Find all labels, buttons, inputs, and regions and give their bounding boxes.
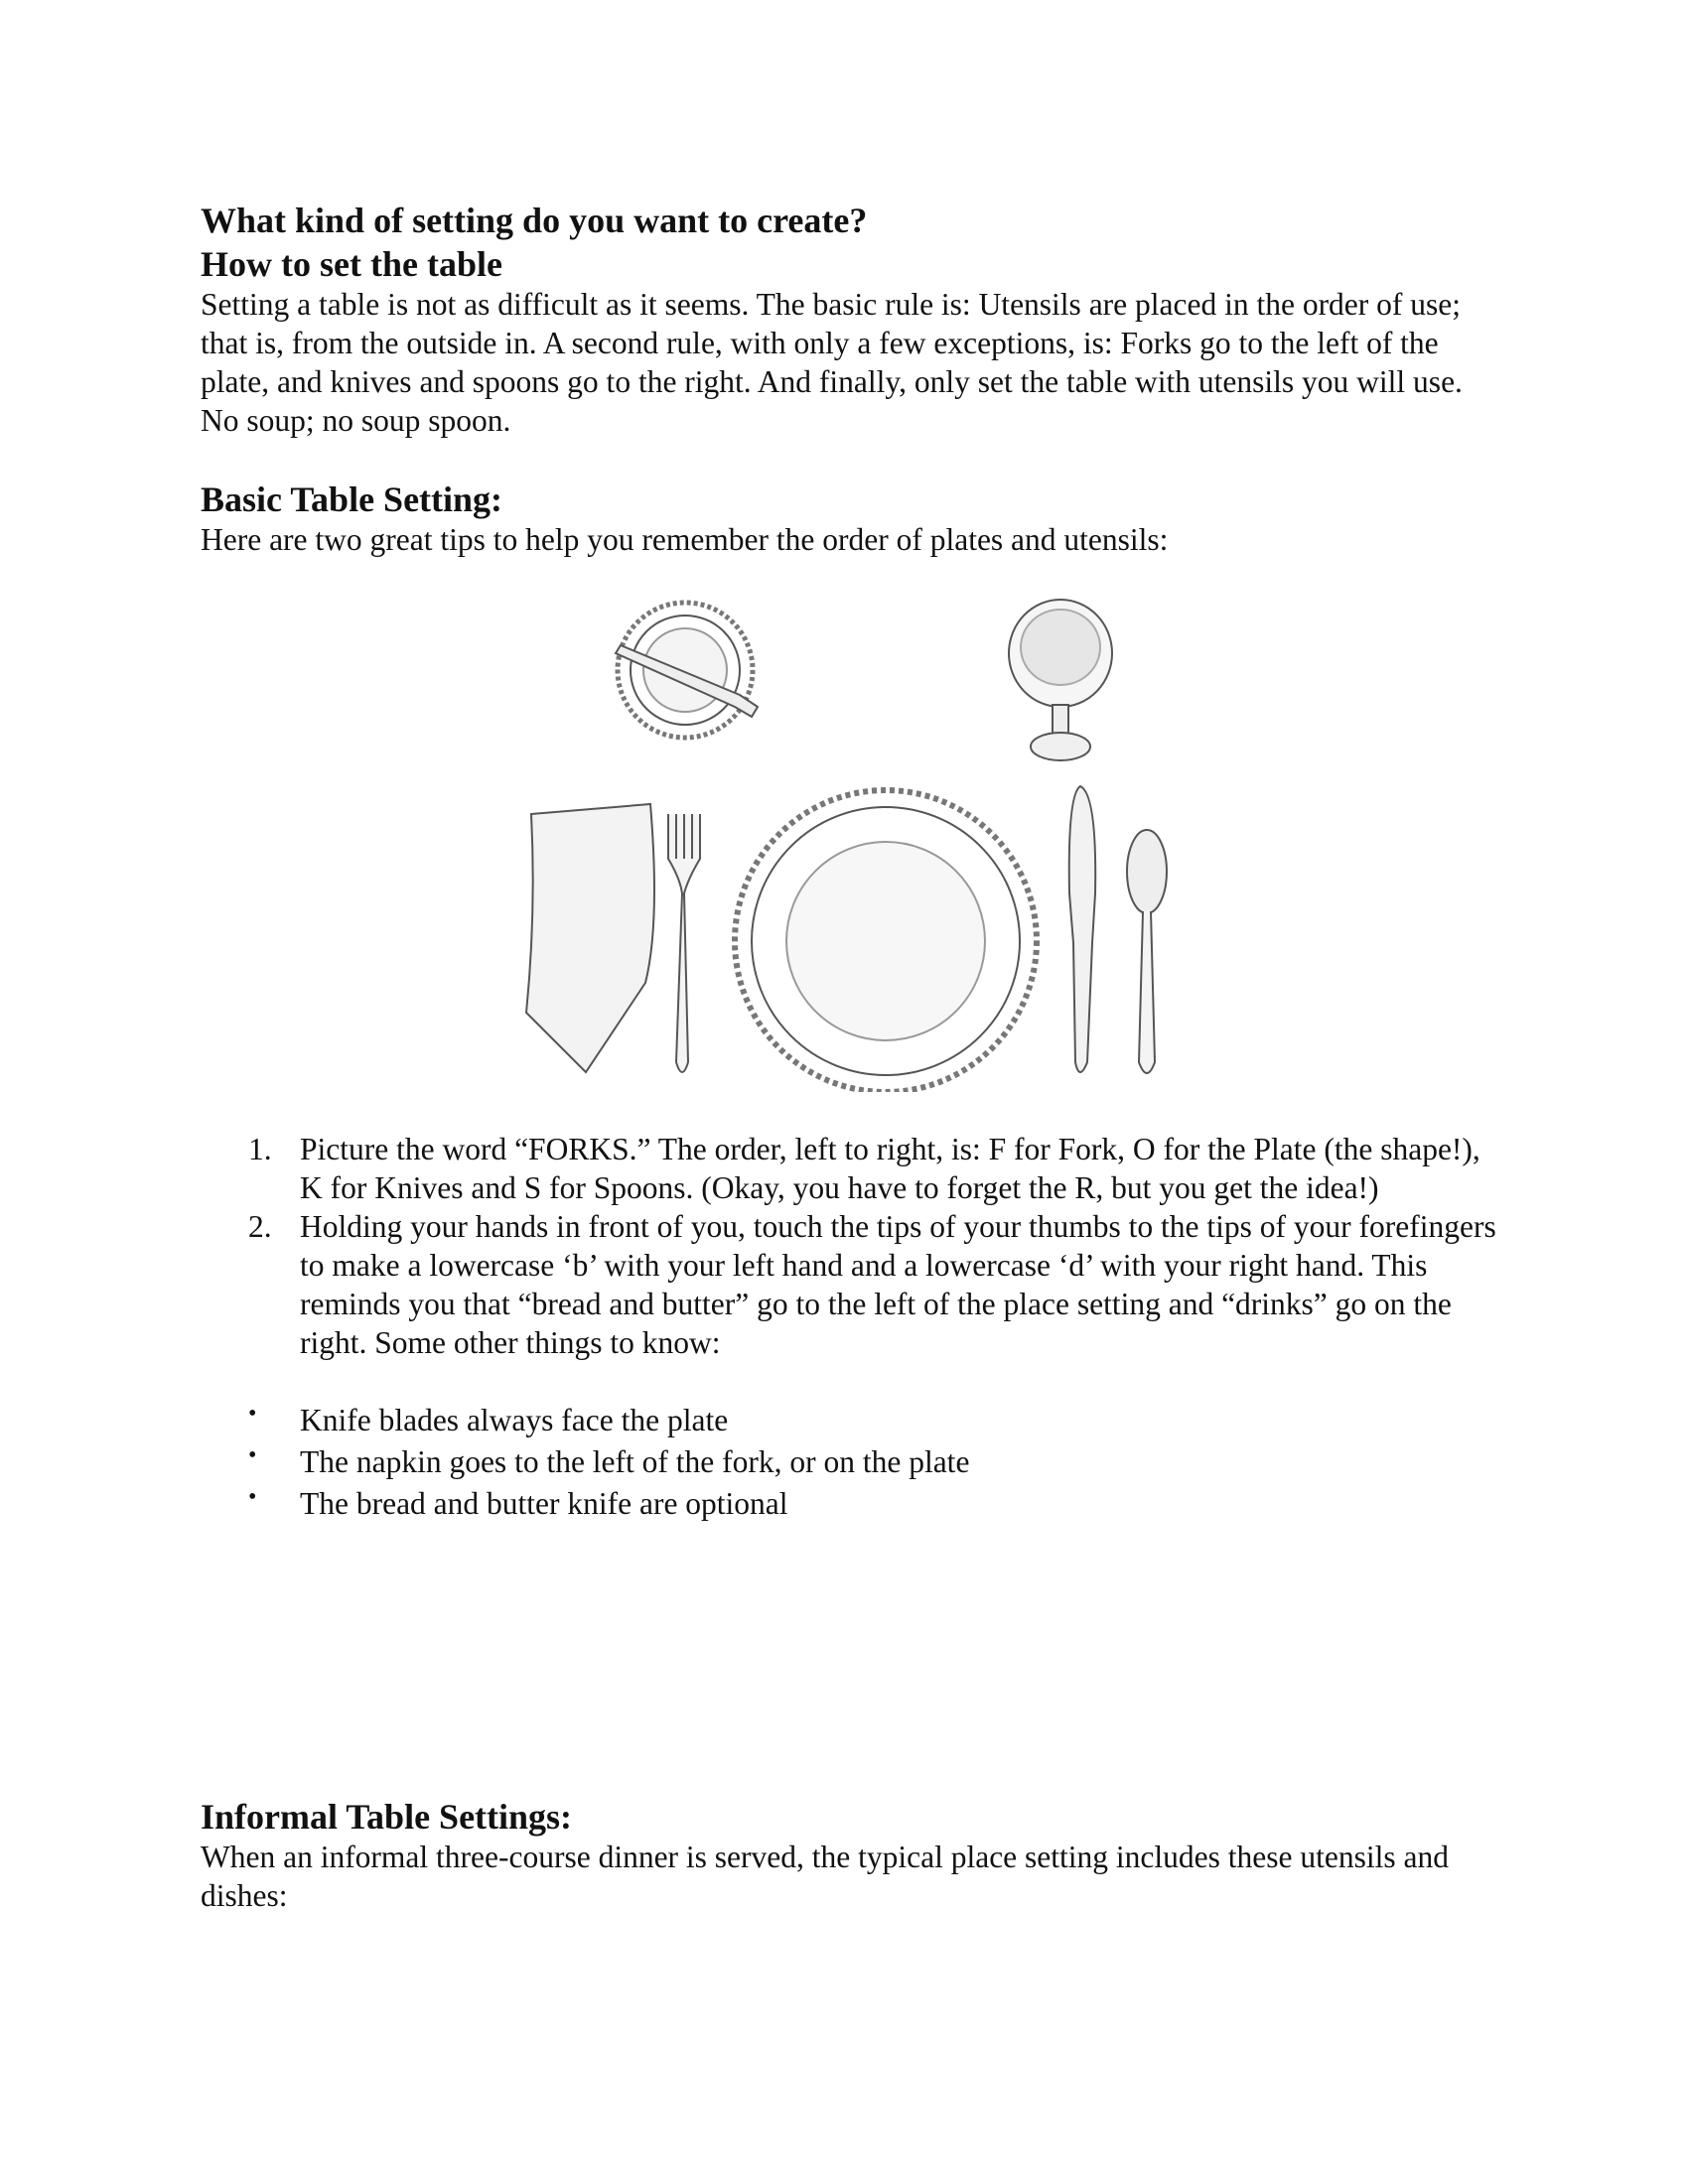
informal-setting-text: When an informal three-course dinner is served, the typical place setting includes these utensils and dishes: [201, 1840, 1449, 1913]
list-item-text: Holding your hands in front of you, touch the tips of your thumbs to the tips of your forefingers to make a lowercase ‘b’ with your left hand and a lowercase ‘d’ with your right hand. This reminds you that “bread and butter” go to the left of the place setting and “drinks” go on the right. Some other things to know: [300, 1209, 1496, 1360]
basic-setting-text: Here are two great tips to help you remember the order of plates and utensils: [201, 522, 1169, 557]
section-title-how-to: How to set the table [201, 244, 502, 284]
bullet-icon: • [248, 1484, 257, 1510]
tips-numbered-list [201, 1130, 1501, 1362]
bullet-icon: • [248, 1401, 257, 1427]
napkin-icon [526, 804, 654, 1072]
water-glass-icon [1009, 600, 1112, 760]
informal-setting-heading: Informal Table Settings: [201, 1797, 573, 1837]
bullet-icon: • [248, 1442, 257, 1468]
list-item [201, 1207, 1501, 1362]
spoon-icon [1127, 830, 1167, 1073]
list-item [201, 1442, 1501, 1484]
basic-setting-heading: Basic Table Setting: [201, 479, 503, 519]
things-to-know-bullet-list [201, 1401, 1501, 1526]
page-title: What kind of setting do you want to create? [201, 201, 868, 240]
fork-icon [668, 814, 700, 1072]
list-number: 1. [248, 1132, 272, 1166]
intro-paragraph: Setting a table is not as difficult as it seems. The basic rule is: Utensils are placed in the order of use; that is, from the outside in. A second rule, with only a few exceptions, is: Forks go to the left of the plate, and knives and spoons go to the right. And finally, only set the table with utensils you will use. No soup; no soup spoon. [201, 287, 1463, 438]
list-item-text: Knife blades always face the plate [300, 1403, 729, 1437]
dinner-plate-icon [735, 790, 1037, 1092]
list-number: 2. [248, 1209, 272, 1244]
list-item [201, 1130, 1501, 1207]
dinner-knife-icon [1069, 786, 1095, 1072]
place-setting-illustration [511, 596, 1177, 1092]
list-item [201, 1401, 1501, 1442]
list-item-text: The napkin goes to the left of the fork, or on the plate [300, 1444, 970, 1479]
list-item-text: The bread and butter knife are optional [300, 1486, 788, 1521]
list-item-text: Picture the word “FORKS.” The order, left to right, is: F for Fork, O for the Plate (the shape!), K for Knives and S for Spoons. (Okay, you have to forget the R, but you get the idea!) [300, 1132, 1480, 1205]
list-item [201, 1484, 1501, 1526]
bread-plate-icon [618, 603, 753, 738]
